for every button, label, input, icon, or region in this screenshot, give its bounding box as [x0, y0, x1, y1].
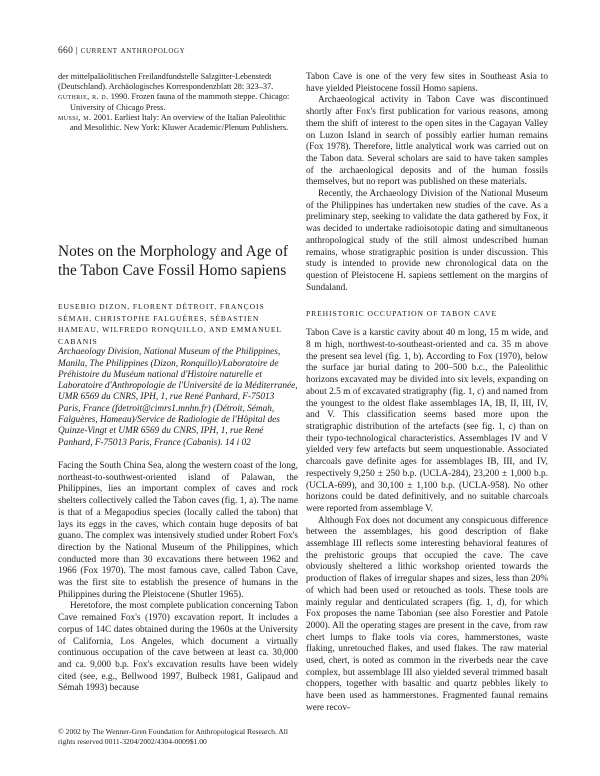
reference-text: 2001. Earliest Italy: An overview of the Italian Paleolithic and Mesolithic. New York: Kluwer Academic/Plenum Publishers. [70, 112, 289, 133]
body-paragraph: Facing the South China Sea, along the western coast of the long, northeast-to-southwest-oriented island of Palawan, the Philippines, lies an important complex of caves and rock shelters collectively called the Tabon caves (fig. 1, a). The name is that of a Megapodius species (locally called the tabon) that lays its eggs in the caves, which contain huge deposits of bat guano. The complex was intensively studied under Robert Fox's direction by the National Museum of the Philippines, which conducted more than 30 excavations there between 1962 and 1966 (Fox 1970). The most famous cave, called Tabon Cave, was the first site to establish the presence of humans in the Philippines during the Pleistocene (Shutler 1965). [58, 461, 298, 600]
body-paragraph: Recently, the Archaeology Division of the National Museum of the Philippines has undertaken new studies of the cave. As a preliminary step, seeking to validate the data gathered by Fox, it was decided to undertake radioisotopic dating and simultaneous anthropological study of the still almost undescribed human remains, whose stratigraphic position is under discussion. This study is intended to provide new chronological data on the question of Pleistocene H. sapiens settlement on the margins of Sundaland. [306, 189, 548, 293]
reference-item [58, 113, 298, 133]
reference-item [58, 92, 298, 112]
reference-item [58, 72, 298, 92]
section-heading: PREHISTORIC OCCUPATION OF TABON CAVE [306, 309, 498, 319]
copyright-notice: © 2002 by The Wenner-Gren Foundation for Anthropological Research. All rights reserved 0011-3204/2002/4304-0009$1.00 [58, 727, 288, 746]
right-column [306, 72, 548, 715]
article-title: Notes on the Morphology and Age of the Tabon Cave Fossil Homo sapiens [58, 243, 288, 279]
article-authors: EUSEBIO DIZON, FLORENT DÉTROIT, FRANÇOIS SÉMAH, CHRISTOPHE FALGUÈRES, SÉBASTIEN HAMEAU, WILFREDO RONQUILLO, AND EMMANUEL CABANIS [58, 302, 282, 346]
page-number: 660 [58, 46, 74, 56]
reference-author: mussi, m. [58, 112, 92, 122]
reference-text: der mittelpaläolitischen Freilandfundstelle Salzgitter-Lebenstedt (Deutschland). Archäologisches Korrespondenzblatt 28: 323–37. [58, 72, 274, 92]
running-header [58, 46, 185, 56]
body-paragraph: Heretofore, the most complete publication concerning Tabon Cave remained Fox's (1970) excavation report. It includes a corpus of 14C dates obtained during the 1960s at the University of California, Los Angeles, which document a virtually continuous occupation of the cave between at least ca. 30,000 and ca. 9,000 b.p. Fox's excavation results have been widely cited (see, e.g., Bellwood 1997, Bulbeck 1981, Galipaud and Sémah 1993) because [58, 601, 298, 694]
body-paragraph: Archaeological activity in Tabon Cave was discontinued shortly after Fox's first publication for various reasons, among them the shift of interest to the open sites in the Cagayan Valley on Luzon Island in search of possibly earlier human remains (Fox 1978). Therefore, little analytical work was carried out on the Tabon data. Several scholars are said to have taken samples of the archaeological deposits and of the human fossils themselves, but no report was published on these materials. [306, 95, 548, 188]
reference-list [58, 72, 298, 133]
left-column [58, 72, 298, 449]
journal-name: current anthropology [80, 46, 186, 56]
left-body-text [58, 461, 298, 695]
article-affiliation: Archaeology Division, National Museum of the Philippines, Manila, The Philippines (Dizon, Ronquillo)/Laboratoire de Préhistoire du Muséum national d'Histoire naturelle et Laboratoire d'Anthropologie de l'Université de la Méditerranée, UMR 6569 du CNRS, IPH, 1, rue René Panhard, F-75013 Paris, France (fdetroit@cimrs1.mnhn.fr) (Détroit, Sémah, Falguères, Hameau)/Service de Radiologie de l'Hôpital des Quinze-Vingt et UMR 6569 du CNRS, IPH, 1, rue René Panhard, F-75013 Paris, France (Cabanis). 14 i 02 [58, 347, 298, 448]
reference-text: 1990. Frozen fauna of the mammoth steppe. Chicago: University of Chicago Press. [70, 92, 290, 112]
body-paragraph: Tabon Cave is a karstic cavity about 40 m long, 15 m wide, and 8 m high, northwest-to-southeast-oriented and ca. 35 m above the present sea level (fig. 1, b). According to Fox (1970), below the surface jar burial dating to 200–500 b.c., the Paleolithic horizons excavated may be divided into six levels, expanding on about 2.5 m of excavated stratigraphy (fig. 1, c) and named from the youngest to the oldest flake assemblages IA, IB, II, III, IV, and V. This classification seems based more upon the stratigraphic distribution of the artefacts (see fig. 1, c) than on their typo-technological characteristics. Assemblages IV and V yielded very few artefacts but seem unquestionable. Associated charcoals gave definite ages for assemblages IB, III, and IV, respectively 9,250 ± 250 b.p. (UCLA-284), 23,200 ± 1,000 b.p. (UCLA-699), and 30,100 ± 1,100 b.p. (UCLA-958). No other horizons could be dated definitively, and no suitable charcoals were reported from assemblage V. [306, 328, 548, 514]
body-paragraph: Tabon Cave is one of the very few sites in Southeast Asia to have yielded Pleistocene fossil Homo sapiens. [306, 72, 548, 94]
reference-author: guthrie, r. d. [58, 92, 109, 102]
body-paragraph: Although Fox does not document any conspicuous difference between the assemblages, his good description of flake assemblage III reflects some interesting behavioral features of the prehistoric groups that occupied the cave. The cave obviously sheltered a lithic workshop oriented towards the production of flakes of irregular shapes and sizes, less than 20% of which had been used or retouched as tools. These tools are mainly regular and denticulated scrapers (fig. 1, d), for which Fox proposes the name Tabonian (see also Forestier and Patole 2000). All the operating stages are present in the cave, from raw chert lumps to flake tools via cores, hammerstones, waste flaking, unretouched flakes, and used flakes. The raw material used, chert, is noted as common in the riverbeds near the cave complex, but assemblage III also yielded several trimmed basalt choppers, together with basaltic and quartz pebbles likely to have been used as hammerstones. Fragmented faunal remains were recov- [306, 515, 548, 713]
header-separator: | [73, 46, 81, 56]
